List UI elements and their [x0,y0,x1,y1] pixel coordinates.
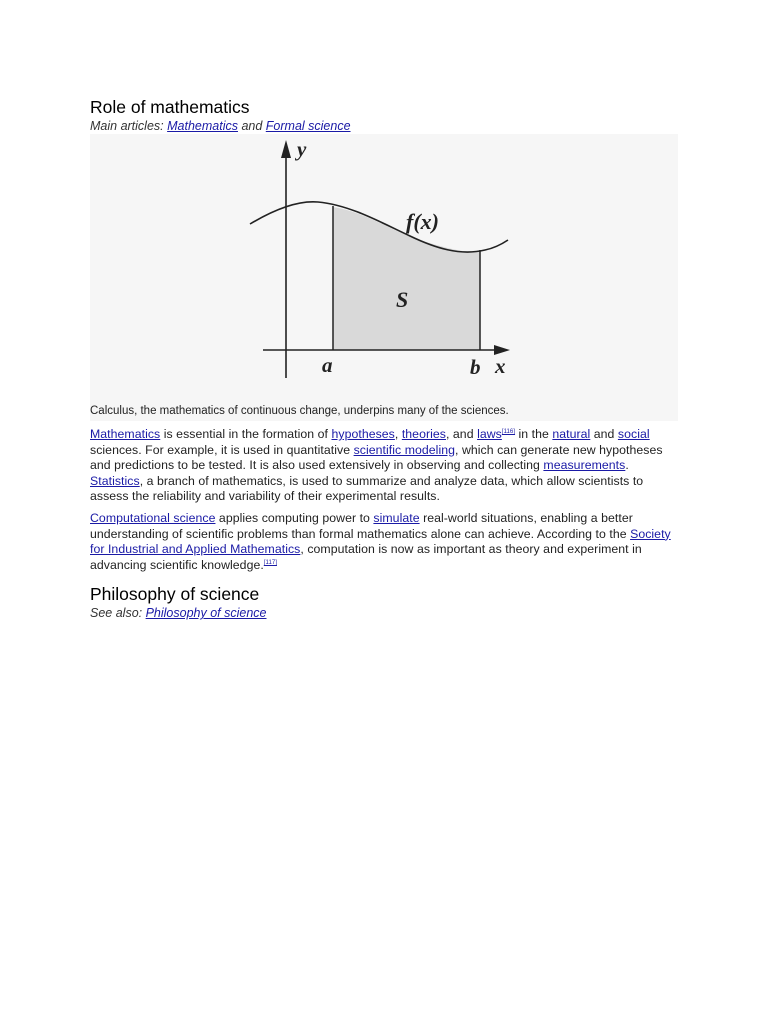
figure-caption: Calculus, the mathematics of continuous change, underpins many of the sciences. [90,405,509,417]
label-s: S [396,287,409,312]
text: , [394,427,402,441]
text: sciences. For example, it is used in quantitative [90,442,354,457]
label-b: b [470,355,481,379]
article-content [90,96,680,621]
link-social[interactable]: social [617,427,650,441]
link-laws[interactable]: laws [477,427,502,441]
label-a: a [322,353,333,377]
hatnote-and: and [237,119,266,133]
text: , a branch of mathematics, is used to summarize and analyze data, which allow scientists to assess the reliability and variability of their experimental results. [90,473,644,504]
text: , computation is now as important as theory and experiment in advancing scientific knowledge. [90,542,642,572]
label-x: x [495,354,506,378]
link-scientific-modeling[interactable]: scientific modeling [353,442,456,457]
label-fx: f(x) [406,209,439,234]
hatnote-prefix: Main articles: [90,119,168,133]
main-articles-hatnote [90,118,680,134]
link-simulate[interactable]: simulate [373,510,420,525]
link-mathematics[interactable]: Mathematics [90,427,161,441]
link-measurements[interactable]: measurements [543,458,626,473]
link-formal-science-article[interactable]: Formal science [265,119,351,133]
text: , which can generate new hypotheses and predictions to be tested. It is also used extensively in observing and collecting [90,442,663,473]
section-heading-philosophy-of-science: Philosophy of science [90,584,260,605]
text: , and [445,427,478,441]
text: . [625,458,629,473]
reference-117[interactable]: [117] [263,559,277,566]
y-axis-arrow [281,140,291,158]
link-theories[interactable]: theories [401,427,446,441]
text: in the [515,427,553,441]
hatnote-prefix: See also: [90,606,146,621]
link-computational-science[interactable]: Computational science [90,510,216,525]
calculus-figure [90,134,678,421]
integral-diagram [90,134,678,421]
section-heading-role-of-mathematics: Role of mathematics [90,97,250,117]
text: applies computing power to [215,510,374,525]
paragraph-computational-science [90,511,680,573]
reference-116[interactable]: [116] [501,429,516,435]
text: and [590,427,618,441]
text: real-world situations, enabling a better understanding of scientific problems than formal mathematics alone can achieve. According to the [90,510,633,541]
link-statistics[interactable]: Statistics [90,473,140,488]
label-y: y [297,137,307,161]
link-natural[interactable]: natural [552,427,591,441]
see-also-hatnote [90,605,680,621]
link-siam[interactable]: Society for Industrial and Applied Mathematics [90,526,671,557]
link-philosophy-of-science[interactable]: Philosophy of science [145,606,267,621]
link-mathematics-article[interactable]: Mathematics [167,119,238,133]
paragraph-mathematics [90,427,680,505]
link-hypotheses[interactable]: hypotheses [331,427,395,441]
text: is essential in the formation of [160,427,332,441]
